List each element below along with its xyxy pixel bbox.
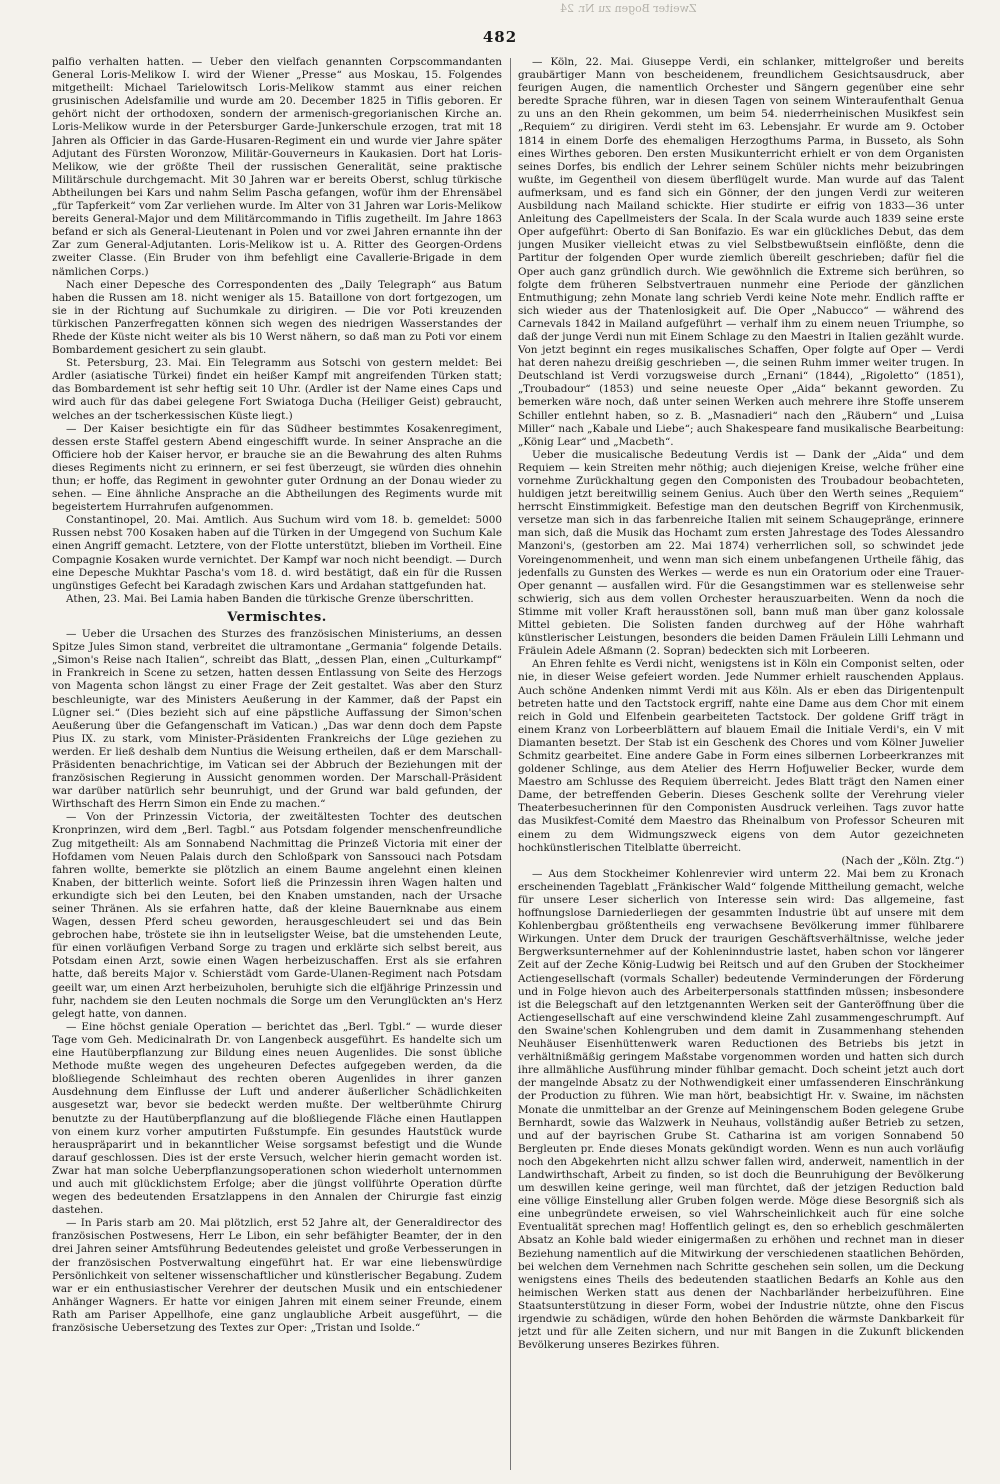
source-note: (Nach der „Köln. Ztg.“) bbox=[841, 854, 964, 867]
article-st-petersburg: St. Petersburg, 23. Mai. Ein Telegramm aus Sotschi von gestern meldet: Bei Ardler (asiatische Türkei) findet ein heißer Kampf mit angreifenden Türken statt; das Bombardement ist sehr heftig seit 10 Uhr. (Ardler ist der Name eines Caps und wird auch für das dabei gelegene Fort Swiatoga Ducha (Heiliger Geist) gebraucht, welches an der tscherkessischen Küste liegt.) bbox=[52, 357, 502, 422]
section-heading: Vermischtes. bbox=[227, 609, 327, 625]
article-loris-melikow: palfio verhalten hatten. — Ueber den vielfach genannten Corpscommandanten General Loris-Melikow I. wird der Wiener „Presse“ aus Moskau, 15. Folgendes mitgetheilt: Michael Tarielowitsch Loris-Melikow stammt aus einer reichen grusinischen Adelsfamilie und wurde am 20. December 1825 in Tiflis geboren. Er gehört nicht der orthodoxen, sondern der armenisch-gregorianischen Kirche an. Loris-Melikow wurde in der Petersburger Garde-Junkerschule erzogen, trat mit 18 Jahren als Officier in das Garde-Husaren-Regiment ein und wurde vier Jahre später Adjutant des Fürsten Woronzow, Militär-Gouverneurs in Kaukasien. Dort hat Loris-Melikow, wie der größte Theil der russischen Generalität, seine praktische Militärschule durchgemacht. Mit 30 Jahren war er bereits Oberst, schlug türkische Abtheilungen bei Kars und nahm Selim Pascha gefangen, wofür ihm der Ehrensäbel „für Tapferkeit“ vom Zar verliehen wurde. Im Alter von 31 Jahren war Loris-Melikow bereits General-Major und dem Militärcommando in Tiflis zugetheilt. Im Jahre 1863 befand er sich als General-Lieutenant in Polen und vor zwei Jahren ernannte ihn der Zar zum General-Adjutanten. Loris-Melikow ist u. A. Ritter des Georgen-Ordens zweiter Classe. (Ein Bruder von ihm befehligt eine Cavallerie-Brigade in dem nämlichen Corps.) bbox=[52, 56, 502, 278]
article-kaiser: — Der Kaiser besichtigte ein für das Südheer bestimmtes Kosakenregiment, dessen erste Staffel gestern Abend eingeschifft wurde. In seiner Ansprache an die Officiere hob der Kaiser hervor, er brauche sie an die Bewahrung des alten Ruhms dieses Regiments nicht zu erinnern, er sei fest überzeugt, sie würden dies ohnehin thun; er hoffe, das Regiment in gewohnter guter Ordnung an der Donau wieder zu sehen. — Eine ähnliche Ansprache an die Abtheilungen des Regiments wurde mit begeistertem Hurrahrufen aufgenommen. bbox=[52, 422, 502, 514]
article-verdi-requiem: Ueber die musicalische Bedeutung Verdis ist — Dank der „Aida“ und dem Requiem — kein Streiten mehr nöthig; auch diejenigen Kreise, welche früher eine vornehme Zurückhaltung gegen den Componisten des Troubadour beobachteten, huldigen jetzt bereitwillig seinem Genius. Auch über den Werth seines „Requiem“ herrscht Einstimmigkeit. Befestige man den deutschen Begriff von Kirchenmusik, versetze man sich in das farbenreiche Italien mit seinem Schaugepränge, erinnere man sich, daß die Musik das Hochamt zum ersten Jahrestage des Todes Alessandro Manzoni's, (gestorben am 22. Mai 1874) verherrlichen soll, so schwindet jede Voreingenommenheit, und wenn man sich einem unbefangenen Urtheile fähig, das jedenfalls zu Gunsten des Werkes — werde es nun ein Oratorium oder eine Trauer-Oper genannt — ausfallen wird. Für die Gesangstimmen war es stellenweise sehr schwierig, sich aus dem vollen Orchester herauszuarbeiten. Wenn da noch die Stimme mit voller Kraft herausstönen soll, bann muß man über ganz kolossale Mittel gebieten. Die Solisten fanden durchweg auf der Höhe wahrhaft künstlerischer Leistungen, besonders die beiden Damen Fräulein Lilli Lehmann und Fräulein Adele Aßmann (2. Sopran) bedeckten sich mit Lorbeeren. bbox=[518, 448, 964, 658]
left-column bbox=[52, 56, 502, 1470]
article-verdi-honours: An Ehren fehlte es Verdi nicht, wenigstens ist in Köln ein Componist selten, oder nie, in dieser Weise gefeiert worden. Jede Nummer erhielt rauschenden Applaus. Auch schöne Andenken nimmt Verdi mit aus Köln. Als er eben das Dirigentenpult betreten hatte und den Tactstock ergriff, nahte eine Dame aus dem Chor mit einem reich in Gold und Elfenbein gearbeiteten Tactstock. Der goldene Griff trägt in einem Kranz von Lorbeerblättern auf blauem Email die Initiale Verdi's, ein V mit Diamanten besetzt. Der Stab ist ein Geschenk des Chores und vom Kölner Juwelier Schmitz gearbeitet. Eine andere Gabe in Form eines silbernen Lorbeerkranzes mit goldener Schlinge, aus dem Atelier des Herrn Hofjuwelier Becker, wurde dem Maestro am Schlusse des Requiem überreicht. Jedes Blatt trägt den Namen einer Dame, der betreffenden Geberin. Dieses Geschenk sollte der Verehrung vieler Theaterbesucherinnen für den Componisten Ausdruck verleihen. Tags zuvor hatte das Musikfest-Comité dem Maestro das Rheinalbum von Professor Scheuren mit einem zu dem Widmungszweck eigens von dem Autor gezeichneten hochkünstlerischen Titelblatte überreicht. bbox=[518, 658, 964, 854]
right-column bbox=[518, 56, 964, 1470]
article-paris: — In Paris starb am 20. Mai plötzlich, erst 52 Jahre alt, der Generaldirector des französischen Postwesens, Herr Le Libon, ein sehr befähigter Beamter, der in den drei Jahren seiner Amtsführung Bedeutendes geleistet und große Verbesserungen in der französischen Postverwaltung eingeführt hat. Er war eine liebenswürdige Persönlichkeit von seltener wissenschaftlicher und künstlerischer Begabung. Zudem war er ein enthusiastischer Verehrer der deutschen Musik und ein entschiedener Anhänger Wagners. Er hatte vor einigen Jahren mit einem seiner Freunde, einem Rath am Pariser Appellhofe, eine ganz unglaubliche Arbeit ausgeführt, — die französische Uebersetzung des Textes zur Oper: „Tristan und Isolde.“ bbox=[52, 1217, 502, 1334]
article-athen: Athen, 23. Mai. Bei Lamia haben Banden die türkische Grenze überschritten. bbox=[66, 592, 474, 605]
article-operation: — Eine höchst geniale Operation — berichtet das „Berl. Tgbl.“ — wurde dieser Tage vom Geh. Medicinalrath Dr. von Langenbeck ausgeführt. Es handelte sich um eine Hautüberpflanzung zur Bildung eines neuen Augenlides. Die sonst übliche Methode mußte wegen des ungeheuren Defectes aufgegeben werden, da die bloßliegende Schleimhaut des rechten oberen Augenlides in ihrer ganzen Ausdehnung dem Einflusse der Luft und anderer äußerlicher Schädlichkeiten ausgesetzt war, bevor sie bedeckt werden mußte. Der weltberühmte Chirurg benutzte zu der Hautüberpflanzung auf die bloßliegende Fläche einen Hautlappen von einem kurz vorher amputirten Fußstumpfe. Ein gesundes Hautstück wurde herauspräparirt und in bekanntlicher Weise sorgsamst befestigt und die Wunde darauf geschlossen. Dies ist der erste Versuch, welcher hierin gemacht worden ist. Zwar hat man solche Ueberpflanzungsoperationen schon wiederholt unternommen und auch mit glücklichstem Erfolge; aber die jüngst vollführte Operation dürfte wegen des bedeutenden Ersatzlappens in den Annalen der Chirurgie fast einzig dastehen. bbox=[52, 1020, 502, 1217]
bleed-through-text: Zweiter Bogen zu Nr. 24 bbox=[560, 2, 697, 15]
page-number: 482 bbox=[482, 28, 518, 46]
article-constantinopel: Constantinopel, 20. Mai. Amtlich. Aus Suchum wird vom 18. b. gemeldet: 5000 Russen nebst 700 Kosaken haben auf die Türken in der Umgegend von Suchum Kale einen Angriff gemacht. Letztere, von der Flotte unterstützt, blieben im Vortheil. Eine Compagnie Kosaken wurde vernichtet. Der Kampf war noch nicht beendigt. — Durch eine Depesche Mukhtar Pascha's vom 18. d. wird bestätigt, daß ein für die Russen ungünstiges Gefecht bei Karadagh zwischen Kars und Ardahan stattgefunden hat. bbox=[52, 514, 502, 592]
article-simon: — Ueber die Ursachen des Sturzes des französischen Ministeriums, an dessen Spitze Jules Simon stand, verbreitet die ultramontane „Germania“ folgende Details. „Simon's Reise nach Italien“, schreibt das Blatt, „dessen Plan, einen „Culturkampf“ in Frankreich in Scene zu setzen, hatten dessen Entlassung von Seite des Herzogs von Magenta schon längst zu einer Frage der Zeit gestaltet. Was aber den Sturz beschleunigte, war des Ministers Aeußerung in der Kammer, daß der Papst ein Lügner sei.“ (Dies bezieht sich auf eine päpstliche Auffassung der Simon'schen Aeußerung über die Gefangenschaft im Vatican.) „Das war denn doch dem Papste Pius IX. zu stark, vom Minister-Präsidenten Frankreichs der Lüge geziehen zu werden. Er ließ deshalb dem Nuntius die Weisung ertheilen, daß er dem Marschall-Präsidenten benachrichtige, im Vatican sei der Abbruch der Beziehungen mit der französischen Regierung in Aussicht genommen worden. Der Marschall-Präsident war darüber natürlich sehr beunruhigt, und der Grund war bald gefunden, der Wirthschaft des Herrn Simon ein Ende zu machen.“ bbox=[52, 628, 502, 811]
article-kohlenrevier: — Aus dem Stockheimer Kohlenrevier wird unterm 22. Mai bem zu Kronach erscheinenden Tageblatt „Fränkischer Wald“ folgende Mittheilung gemacht, welche für unsere Leser sicherlich von Interesse sein wird: Das allgemeine, fast hoffnungslose Darniederliegen der gesammten Industrie übt auf unsere mit dem Kohlenbergbau größtentheils eng verwachsene Bevölkerung immer fühlbarere Wirkungen. Unter dem Druck der traurigen Geschäftsverhältnisse, welche jeder Bergwerksunternehmer auf der Kohleninndustrie lastet, haben schon vor längerer Zeit auf der Zeche König-Ludwig bei Reitsch und auf den Gruben der Stockheimer Actiengesellschaft (vormals Schaller) bedeutende Verminderungen der Förderung und in Folge hievon auch des Arbeiterpersonals stattfinden müssen; insbesondere ist die Belegschaft auf den letztgenannten Werken seit der Ganteröffnung über die Actiengesellschaft auf eine verschwindend kleine Zahl zusammengeschrumpft. Auf den Swaine'schen Kohlengruben und dem damit in Zusammenhang stehenden Neuhäuser Eisenhüttenwerk waren Reductionen des Betriebs bis jetzt in verhältnißmäßig geringem Maßstabe vorgenommen worden und hatten sich durch ihre allmähliche Ausführung minder fühlbar gemacht. Doch scheint jetzt auch dort der mangelnde Absatz zu der Nothwendigkeit einer umfassenderen Einschränkung der Production zu führen. Wie man hört, beabsichtigt Hr. v. Swaine, im nächsten Monate die unmittelbar an der Grenze auf Meiningenschem Boden gelegene Grube Bernhardt, sowie das Walzwerk in Neuhaus, vollständig außer Betrieb zu setzen, und auf der bayrischen Grube St. Catharina ist am vorigen Sonnabend 50 Bergleuten pr. Ende dieses Monats gekündigt worden. Wenn es nun auch vorläufig noch den Abgekehrten nicht allzu schwer fallen wird, anderweit, namentlich in der Landwirthschaft, Arbeit zu finden, so ist doch die Beunruhigung der Bevölkerung um deswillen keine geringe, weil man fürchtet, daß der jetzigen Reduction bald eine völlige Einstellung aller Gruben folgen werde. Möge diese Besorgniß sich als eine unbegründete erweisen, so viel Wahrscheinlichkeit auch für eine solche Eventualität sprechen mag! Hoffentlich gelingt es, den so erheblich geschmälerten Absatz an Kohle bald wieder einigermaßen zu erhöhen und rechnet man in dieser Beziehung namentlich auf die Mitwirkung der verschiedenen staatlichen Behörden, bei welchen dem Vernehmen nach Schritte geschehen sein sollen, um die Deckung wenigstens eines Theils des bedeutenden staatlichen Bedarfs an Kohle aus den heimischen Werken statt aus denen der Nachbarländer herbeizuführen. Eine Staatsunterstützung in dieser Form, wobei der Industrie nützte, ohne den Fiscus irgendwie zu schädigen, würde den hohen Behörden die wärmste Dankbarkeit für jetzt und für alle Zeiten sichern, und nur mit Bangen in die Zukunft blickenden Bevölkerung unseres Bezirkes führen. bbox=[518, 867, 964, 1352]
column-rule bbox=[510, 58, 511, 1470]
article-batum: Nach einer Depesche des Correspondenten des „Daily Telegraph“ aus Batum haben die Russen am 18. nicht weniger als 15. Bataillone von dort fortgezogen, um sie in der Richtung auf Suchumkale zu dirigiren. — Die vor Poti kreuzenden türkischen Panzerfregatten können sich wegen des niedrigen Wasserstandes der Rhede der Küste nicht weiter als bis 10 Werst nähern, so daß man zu Poti vor einem Bombardement gesichert zu sein glaubt. bbox=[52, 278, 502, 357]
article-victoria: — Von der Prinzessin Victoria, der zweitältesten Tochter des deutschen Kronprinzen, wird dem „Berl. Tagbl.“ aus Potsdam folgender menschenfreundliche Zug mitgetheilt: Als am Sonnabend Nachmittag die Prinzeß Victoria mit einer der Hofdamen vom Neuen Palais durch den Schloßpark von Sanssouci nach Potsdam fahren wollte, bemerkte sie plötzlich an einem Baume angelehnt einen kleinen Knaben, der bitterlich weinte. Sofort ließ die Prinzessin ihren Wagen halten und erkundigte sich bei den Leuten, bei den Knaben umstanden, nach der Ursache seiner Thränen. Als sie erfahren hatte, daß der kleine Bauernknabe aus einem Wagen, dessen Pferd scheu geworden, herausgeschleudert sei und das Bein gebrochen habe, tröstete sie ihn in leutseligster Weise, bat die umstehenden Leute, für einen vorläufigen Verband Sorge zu tragen und erklärte sich selbst bereit, aus Potsdam einen Arzt, sowie einen Wagen herbeizuschaffen. Erst als sie erfahren hatte, daß bereits Major v. Schierstädt vom Garde-Ulanen-Regiment nach Potsdam geeilt war, um einen Arzt herbeizuholen, beruhigte sich die elfjährige Prinzessin und fuhr, nachdem sie den Leuten nochmals die Sorge um den Verunglückten an's Herz gelegt hatte, von dannen. bbox=[52, 811, 502, 1020]
article-verdi: — Köln, 22. Mai. Giuseppe Verdi, ein schlanker, mittelgroßer und bereits graubärtiger Mann von bescheidenem, freundlichem Gesichtsausdruck, aber feurigen Augen, die namentlich Orchester und Sängern gegenüber eine sehr beredte Sprache führen, war in diesen Tagen von seinem Winteraufenthalt Genua zu uns an den Rhein gekommen, um beim 54. niederrheinischen Musikfest sein „Requiem“ zu dirigiren. Verdi steht im 63. Lebensjahr. Er wurde am 9. October 1814 in einem Dorfe des ehemaligen Herzogthums Parma, in Busseto, als Sohn eines Wirthes geboren. Den ersten Musikunterricht erhielt er von dem Organisten seines Dorfes, bis endlich der Lehrer seinem Schüler nichts mehr beizubringen wußte, im Gegentheil von diesem überflügelt wurde. Man wurde auf das Talent aufmerksam, und es fand sich ein Gönner, der den jungen Verdi zur weiteren Ausbildung nach Mailand schickte. Hier studirte er eifrig von 1833—36 unter Anleitung des Capellmeisters der Scala. In der Scala wurde auch 1839 seine erste Oper aufgeführt: Oberto di San Bonifazio. Es war ein glückliches Debut, das dem jungen Musiker vielleicht etwas zu viel Selbstbewußtsein einflößte, denn die Partitur der folgenden Oper wurde ziemlich übereilt geschrieben; dafür fiel die Oper auch ganz gründlich durch. Wie gewöhnlich die Extreme sich berühren, so folgte dem früheren Selbstvertrauen nunmehr eine Periode der gänzlichen Entmuthigung; zehn Monate lang schrieb Verdi keine Note mehr. Endlich raffte er sich wieder aus der Thatenlosigkeit auf. Die Oper „Nabucco“ — während des Carnevals 1842 in Mailand aufgeführt — verhalf ihm zu einem neuen Triumphe, so daß der junge Verdi nun mit Einem Schlage zu den Maestri in Italien gezählt wurde. Von jetzt beginnt ein reges musikalisches Schaffen, Oper folgte auf Oper — Verdi hat deren nahezu dreißig geschrieben —, die seinen Ruhm immer weiter trugen. In Deutschland ist Verdi vorzugsweise durch „Ernani“ (1844), „Rigoletto“ (1851), „Troubadour“ (1853) und seine neueste Oper „Aida“ bekannt geworden. Zu bemerken wäre noch, daß unter seinen Werken auch mehrere ihre Stoffe unserem Schiller entlehnt haben, so z. B. „Masnadieri“ nach den „Räubern“ und „Luisa Miller“ nach „Kabale und Liebe“; auch Shakespeare fand musikalische Bearbeitung: „König Lear“ und „Macbeth“. bbox=[518, 56, 964, 448]
